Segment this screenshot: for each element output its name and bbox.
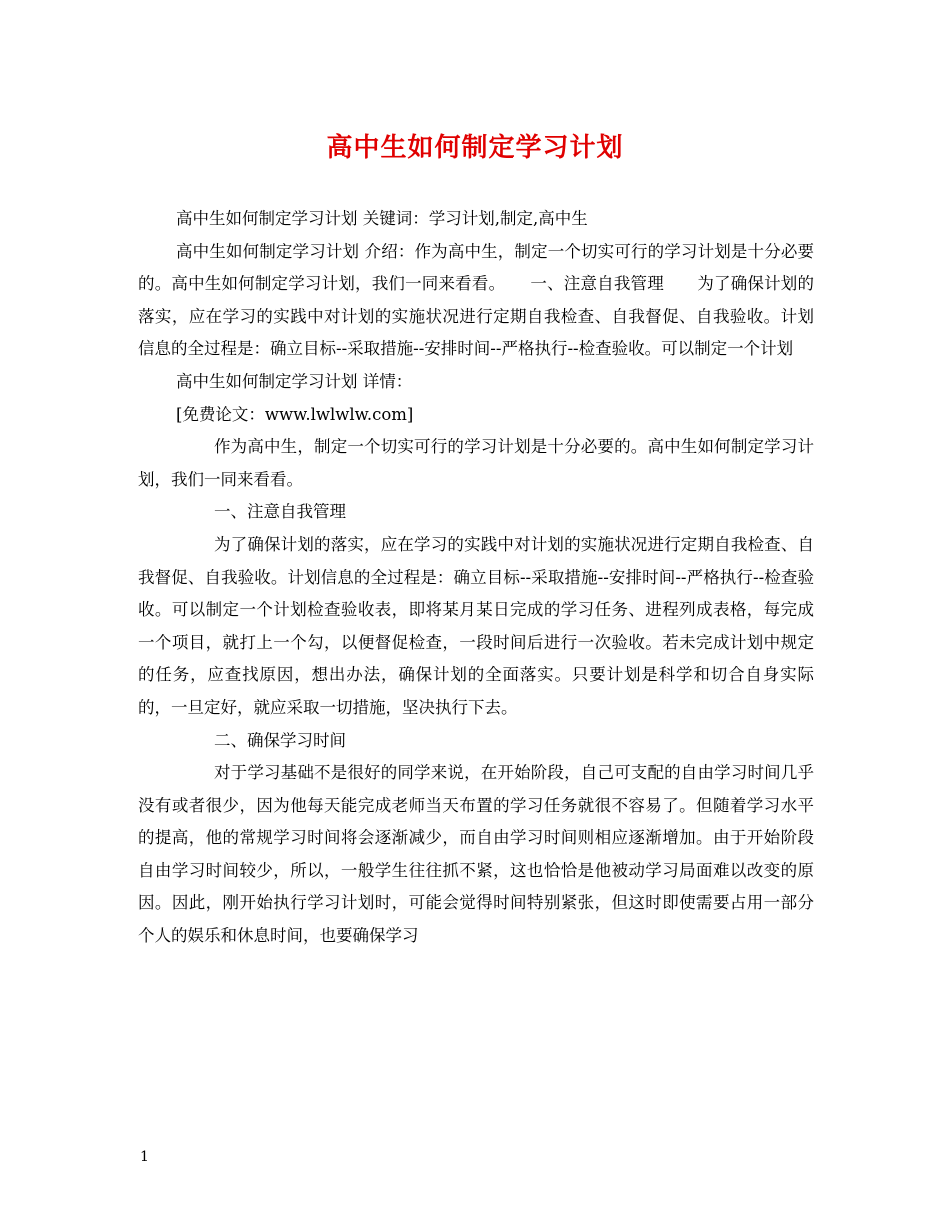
page-number: 1 — [140, 1149, 149, 1165]
document-title: 高中生如何制定学习计划 — [326, 133, 624, 163]
body-paragraph: 作为高中生，制定一个切实可行的学习计划是十分必要的。高中生如何制定学习计划，我们一同来看看。 — [138, 437, 814, 489]
body-paragraph: 对于学习基础不是很好的同学来说，在开始阶段，自己可支配的自由学习时间几乎没有或者很少，因为他每天能完成老师当天布置的学习任务就很不容易了。但随着学习水平的提高，他的常规学习时间将会逐渐减少，而自由学习时间则相应逐渐增加。由于开始阶段自由学习时间较少，所以，一般学生往往抓不紧，这也恰恰是他被动学习局面难以改变的原因。因此，刚开始执行学习计划时，可能会觉得时间特别紧张，但这时即使需要占用一部分个人的娱乐和休息时间，也要确保学习 — [138, 763, 814, 946]
details-label: 高中生如何制定学习计划 详情： — [176, 371, 413, 391]
document-body — [138, 203, 814, 953]
keywords-paragraph: 高中生如何制定学习计划 关键词：学习计划,制定,高中生 — [176, 209, 588, 228]
source-link-text: [免费论文：www.lwlwlw.com] — [176, 404, 414, 424]
section-heading: 一、注意自我管理 — [214, 502, 346, 522]
intro-paragraph: 高中生如何制定学习计划 介绍：作为高中生，制定一个切实可行的学习计划是十分必要的。高中生如何制定学习计划，我们一同来看看。 一、注意自我管理 为了确保计划的落实，应在学习的实践中对计划的实施状况进行定期自我检查、自我督促、自我验收。计划信息的全过程是：确立目标--采取措施--安排时间--严格执行--检查验收。可以制定一个计划 — [138, 241, 814, 359]
body-paragraph: 为了确保计划的落实，应在学习的实践中对计划的实施状况进行定期自我检查、自我督促、自我验收。计划信息的全过程是：确立目标--采取措施--安排时间--严格执行--检查验收。可以制定一个计划检查验收表，即将某月某日完成的学习任务、进程列成表格，每完成一个项目，就打上一个勾，以便督促检查，一段时间后进行一次验收。若未完成计划中规定的任务，应查找原因，想出办法，确保计划的全面落实。只要计划是科学和切合自身实际的，一旦定好，就应采取一切措施，坚决执行下去。 — [138, 534, 814, 717]
section-heading: 二、确保学习时间 — [214, 730, 346, 750]
